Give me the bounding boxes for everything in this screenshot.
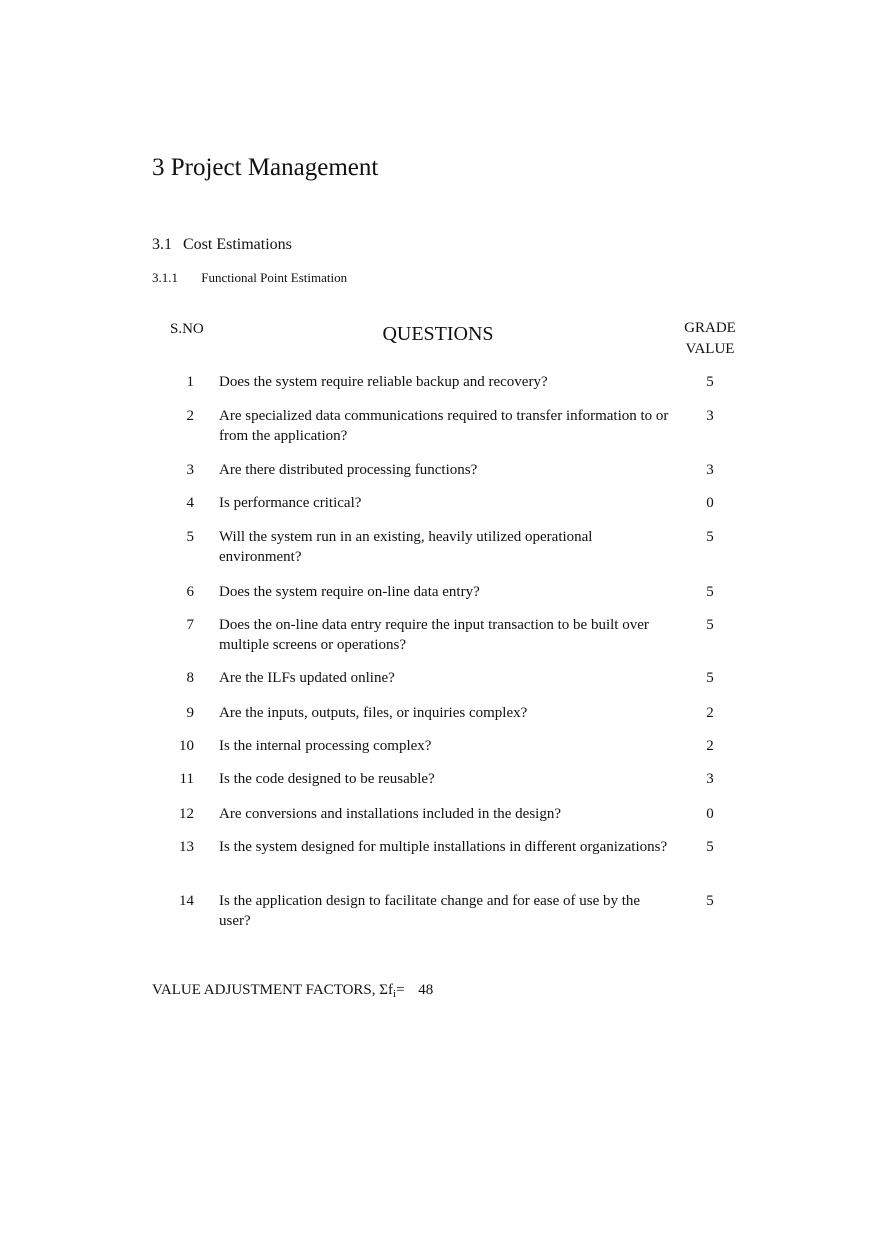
subsection-number: 3.1 [152,236,172,253]
row-sno: 10 [179,738,194,754]
row-question: Does the system require reliable backup and recovery? [219,374,548,390]
row-grade: 3 [706,771,714,787]
row-grade: 0 [706,495,714,511]
grade-header-line2: VALUE [685,341,735,357]
row-sno: 14 [179,893,194,909]
row-sno: 9 [186,705,194,721]
row-sno: 5 [186,529,194,545]
row-grade: 0 [706,806,714,822]
row-grade: 5 [706,529,714,545]
column-header-sno: S.NO [170,321,204,337]
equals-sign: = [396,982,405,998]
row-question: Are there distributed processing functions? [219,462,478,478]
row-sno: 7 [186,617,194,633]
row-grade: 5 [706,893,714,909]
row-sno: 13 [179,839,194,855]
row-sno: 6 [186,584,194,600]
row-question: Is the code designed to be reusable? [219,771,435,787]
column-header-grade-value [670,318,750,360]
row-question: Does the on-line data entry require the input transaction to be built over multiple screens or operations? [219,617,649,653]
row-question: Is performance critical? [219,495,362,511]
row-grade: 5 [706,670,714,686]
row-sno: 1 [186,374,194,390]
row-sno: 4 [186,495,194,511]
row-grade: 2 [706,705,714,721]
subsubsection-title: Functional Point Estimation [201,270,348,285]
row-question: Does the system require on-line data entry? [219,584,480,600]
row-question: Is the internal processing complex? [219,738,432,754]
subsection-title: Cost Estimations [183,236,292,253]
sigma-subscript: i [393,988,397,1000]
subsubsection-heading [152,268,347,288]
vaf-total: 48 [418,982,434,998]
row-grade: 5 [706,617,714,633]
row-sno: 12 [179,806,194,822]
row-grade: 5 [706,374,714,390]
row-grade: 3 [706,408,714,424]
row-sno: 3 [186,462,194,478]
row-question: Are the ILFs updated online? [219,670,395,686]
row-question: Is the system designed for multiple installations in different organizations? [219,839,668,855]
row-question: Are the inputs, outputs, files, or inquiries complex? [219,705,528,721]
value-adjustment-factors [152,980,433,1004]
sigma-symbol: Σf [379,982,393,998]
row-question: Are specialized data communications required to transfer information to or from the application? [219,408,669,444]
row-sno: 11 [179,771,194,787]
subsubsection-number: 3.1.1 [152,270,178,285]
grade-header-line1: GRADE [684,320,736,336]
row-grade: 5 [706,584,714,600]
section-title: Project Management [170,154,379,181]
row-question: Are conversions and installations included in the design? [219,806,562,822]
section-number: 3 [152,154,165,181]
vaf-label: VALUE ADJUSTMENT FACTORS, [152,982,376,998]
row-question: Will the system run in an existing, heavily utilized operational environment? [219,529,593,565]
row-grade: 3 [706,462,714,478]
row-sno: 8 [186,670,194,686]
row-grade: 5 [706,839,714,855]
subsection-heading [152,234,292,256]
row-grade: 2 [706,738,714,754]
column-header-questions: QUESTIONS [382,323,494,345]
section-heading [152,150,378,186]
row-sno: 2 [186,408,194,424]
row-question: Is the application design to facilitate change and for ease of use by the user? [219,893,641,929]
